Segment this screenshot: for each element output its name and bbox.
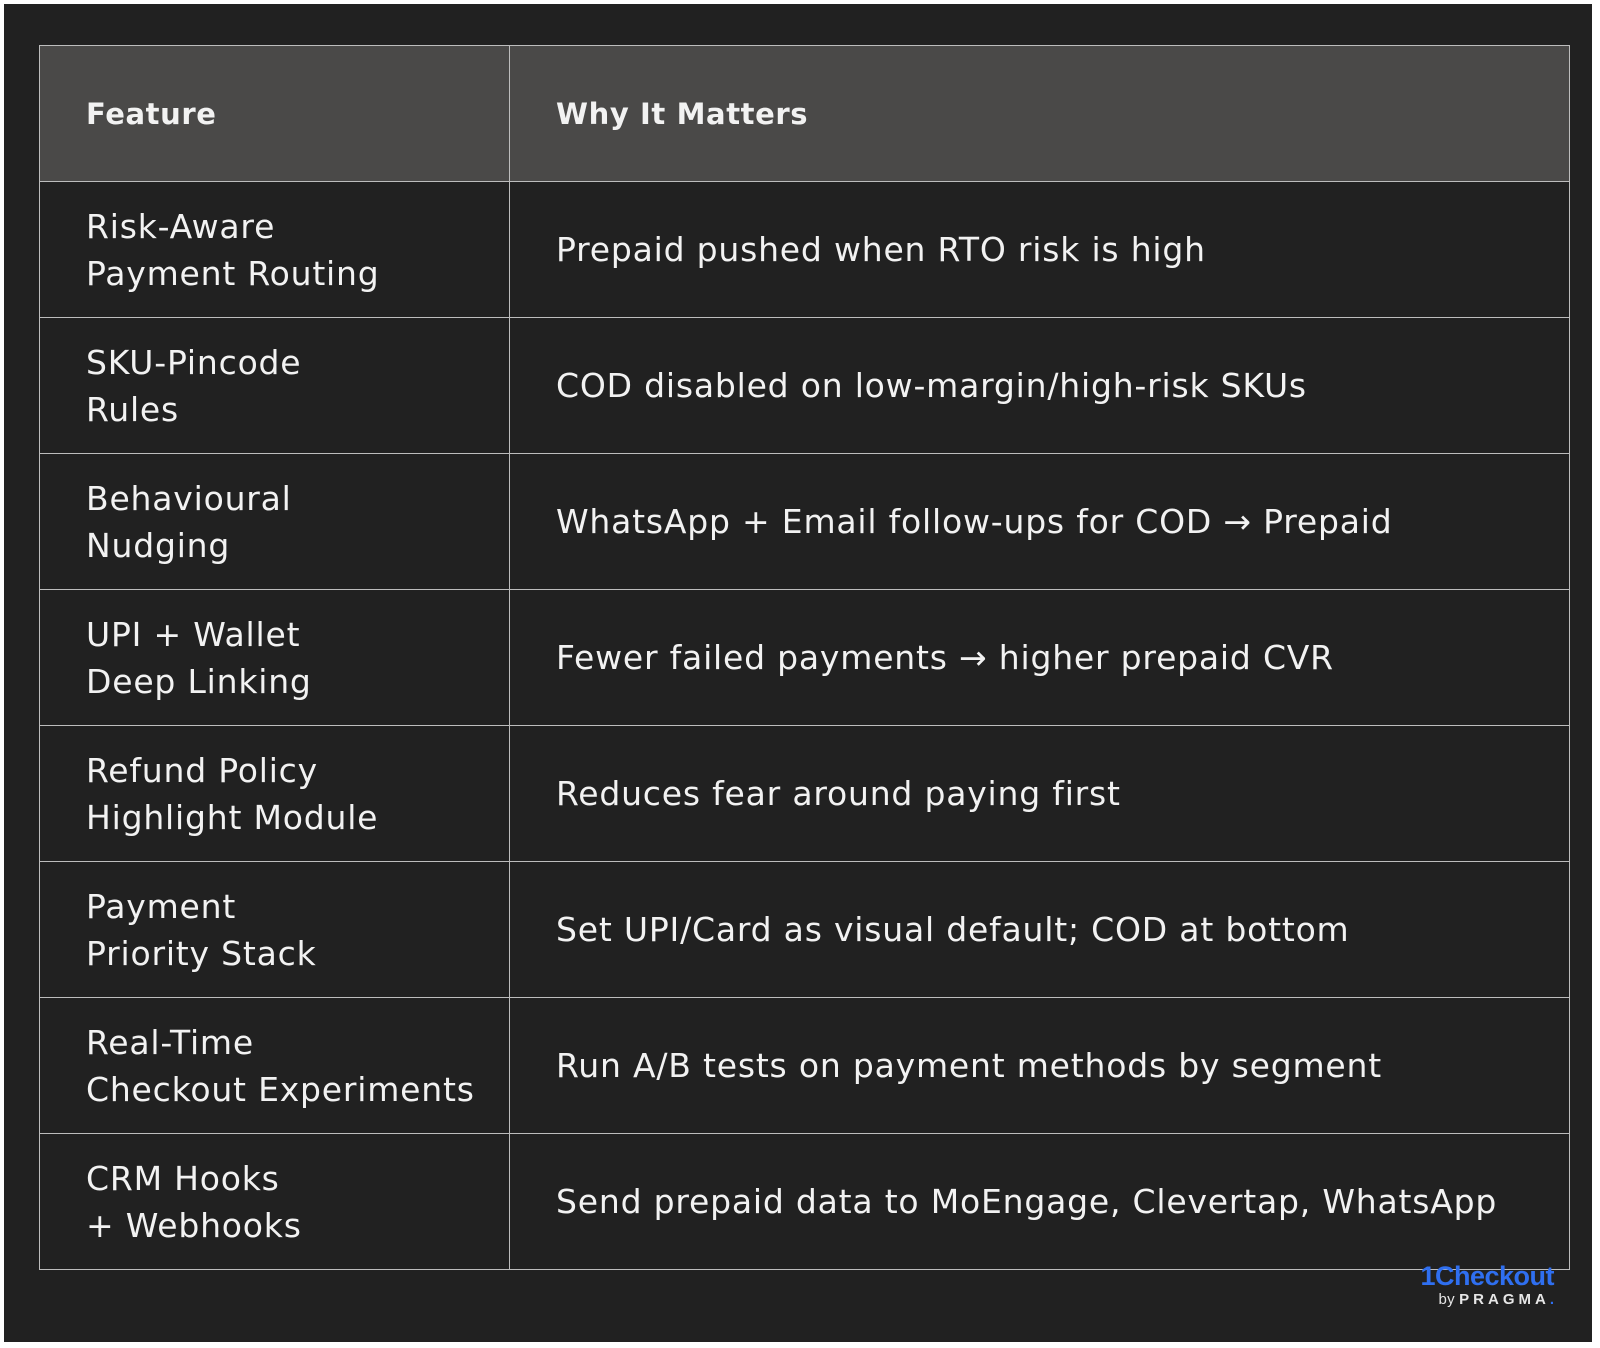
why-text: Set UPI/Card as visual default; COD at bottom [556, 910, 1350, 949]
feature-cell [40, 454, 510, 590]
header-feature: Feature [40, 46, 510, 182]
feature-line: SKU-Pincode [86, 342, 302, 382]
why-cell [510, 726, 1570, 862]
logo-dot: . [1549, 1291, 1554, 1308]
feature-line: UPI + Wallet [86, 614, 301, 654]
logo-byline [1420, 1290, 1554, 1310]
brand-logo [1420, 1262, 1554, 1310]
logo-by: by [1438, 1291, 1455, 1308]
why-text: Run A/B tests on payment methods by segment [556, 1046, 1382, 1085]
feature-table-card [4, 4, 1592, 1342]
why-cell [510, 1134, 1570, 1270]
feature-line: Refund Policy [86, 750, 318, 790]
why-cell [510, 862, 1570, 998]
feature-line: Payment Routing [86, 253, 380, 293]
logo-wordmark: 1Checkout [1420, 1261, 1554, 1291]
why-cell [510, 590, 1570, 726]
why-cell [510, 318, 1570, 454]
feature-table [39, 45, 1570, 1270]
table-row [40, 590, 1570, 726]
feature-line: Priority Stack [86, 933, 317, 973]
feature-line: Payment [86, 886, 237, 926]
why-cell [510, 454, 1570, 590]
why-cell [510, 998, 1570, 1134]
why-text: WhatsApp + Email follow-ups for COD → Prepaid [556, 502, 1393, 541]
table-header-row [40, 46, 1570, 182]
why-text: Reduces fear around paying first [556, 774, 1121, 813]
table-row [40, 862, 1570, 998]
table-row [40, 1134, 1570, 1270]
feature-line: Risk-Aware [86, 206, 276, 246]
feature-cell [40, 590, 510, 726]
feature-line: Real-Time [86, 1022, 254, 1062]
table-row [40, 318, 1570, 454]
why-text: Prepaid pushed when RTO risk is high [556, 230, 1206, 269]
feature-cell [40, 182, 510, 318]
feature-line: Behavioural [86, 478, 292, 518]
feature-line: Highlight Module [86, 797, 379, 837]
why-text: COD disabled on low-margin/high-risk SKUs [556, 366, 1307, 405]
feature-cell [40, 318, 510, 454]
feature-cell [40, 1134, 510, 1270]
table-row [40, 454, 1570, 590]
feature-cell [40, 998, 510, 1134]
feature-cell [40, 862, 510, 998]
header-why-it-matters: Why It Matters [510, 46, 1570, 182]
feature-line: + Webhooks [86, 1205, 302, 1245]
feature-line: Rules [86, 389, 180, 429]
feature-line: CRM Hooks [86, 1158, 280, 1198]
logo-brand: PRAGMA [1459, 1291, 1550, 1308]
feature-cell [40, 726, 510, 862]
why-cell [510, 182, 1570, 318]
feature-line: Nudging [86, 525, 231, 565]
why-text: Send prepaid data to MoEngage, Clevertap, WhatsApp [556, 1182, 1498, 1221]
table-row [40, 182, 1570, 318]
feature-line: Deep Linking [86, 661, 312, 701]
feature-line: Checkout Experiments [86, 1069, 475, 1109]
why-text: Fewer failed payments → higher prepaid CVR [556, 638, 1334, 677]
table-row [40, 998, 1570, 1134]
table-row [40, 726, 1570, 862]
